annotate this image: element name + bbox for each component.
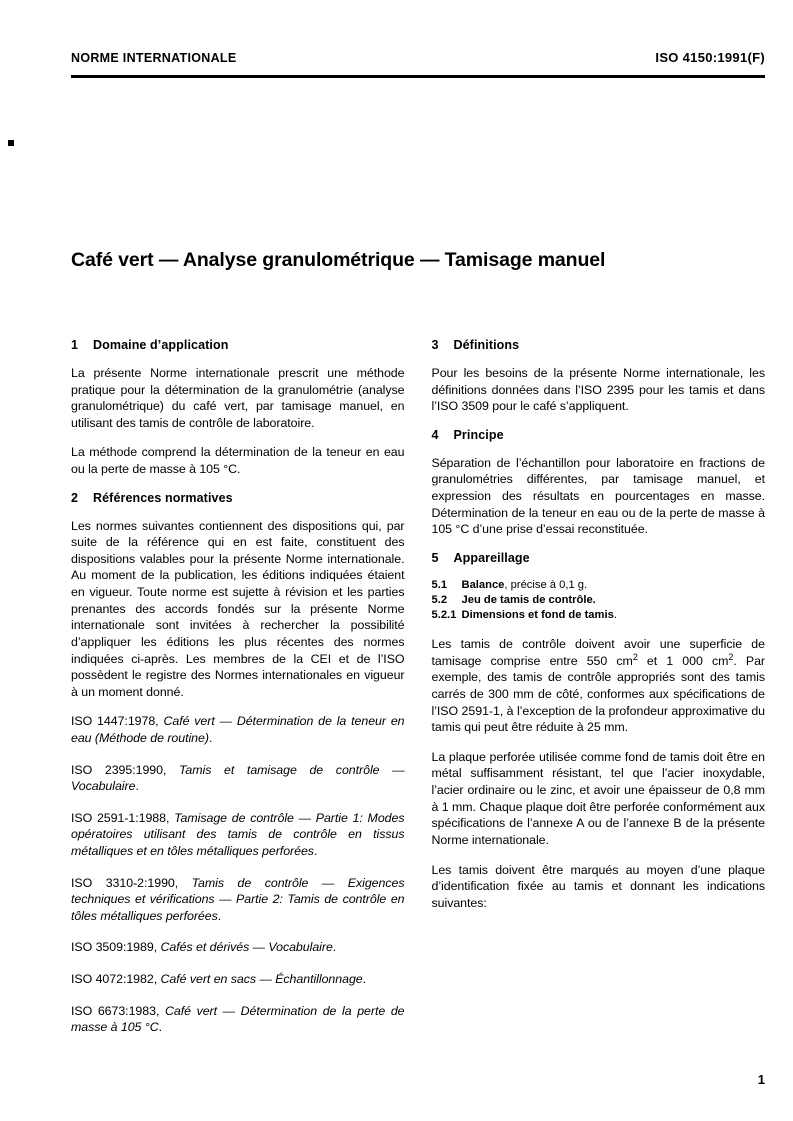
reference-end: . [208,730,213,745]
subsection-5-2-1-detail: . [613,609,617,622]
section-1-paragraph-2: La méthode comprend la détermination de la teneur en eau ou la perte de masse à 105 °C. [71,445,405,477]
header-standard-type: NORME INTERNATIONALE [71,51,237,65]
page-number: 1 [757,1072,765,1087]
reference-title: Tamis et tamisage de contrôle — Vocabulaire [71,762,405,794]
section-1-paragraph-1: La présente Norme internationale prescrit une méthode pratique pour la détermination de la granulométrie (analyse granulométrique) du café vert, par tamisage manuel, en utilisant des tamis de contrôle de laboratoire. [71,366,405,430]
page-header [71,50,765,65]
subsection-5-1-detail: , précise à 0,1 g. [504,578,588,591]
reference-id: ISO 3509:1989, [71,940,161,955]
section-5-2-1-paragraph-3: Les tamis doivent être marqués au moyen d’une plaque d’identification fixée au tamis et donnant les indications suivantes: [431,862,765,910]
subsection-title-5-2-1: Dimensions et fond de tamis [461,609,614,622]
header-standard-number: ISO 4150:1991(F) [655,50,765,65]
section-heading-5 [432,551,766,566]
reference-title: Tamis de contrôle — Exigences techniques et vérifications — Partie 2: Tamis de contrôle en tôles métalliques perforées [71,875,405,923]
reference-title: Cafés et dérivés — Vocabulaire [160,940,333,955]
section-number-4: 4 [431,427,439,442]
section-number-2: 2 [71,490,79,505]
reference-end: . [158,1020,162,1035]
reference-id: ISO 3310-2:1990, [71,875,192,890]
paragraph-part-b: et 1 000 cm [637,653,729,668]
section-heading-1 [71,338,405,353]
paragraph-part-c: . Par exemple, des tamis de contrôle appropriés sont des tamis carrés de 300 mm de côté, conformes aux spécifications de l’ISO 2591-1, à l’exception de la profondeur approximative du tamis qui peut être réduite à 25 mm. [431,653,765,735]
body-columns [71,338,765,1051]
subsection-title-5-1: Balance [461,578,505,591]
left-column [71,338,405,1051]
section-5-2-1-paragraph-1 [432,636,766,736]
section-3-paragraph-1: Pour les besoins de la présente Norme internationale, les définitions données dans l’ISO 2395 pour les tamis et dans l’ISO 3509 pour le café s’appliquent. [431,366,765,414]
section-heading-3 [432,338,766,353]
subsection-number-5-2-1: 5.2.1 [431,609,457,622]
reference-end: . [313,844,318,859]
section-heading-4 [432,428,766,443]
section-number-3: 3 [431,338,439,352]
normative-reference [71,875,405,925]
section-number-1: 1 [71,338,79,352]
header-divider [71,75,765,78]
subsection-heading-5-2-1 [432,608,766,623]
normative-reference [71,971,405,988]
paragraph-part-a: Les tamis de contrôle doivent avoir une superficie de tamisage comprise entre 550 cm [431,637,765,668]
subsection-number-5-1: 5.1 [431,578,448,591]
reference-title: Tamisage de contrôle — Partie 1: Modes opératoires utilisant des tamis de contrôle en tissus métalliques et en tôles métalliques perforées [71,810,405,859]
right-column [432,338,766,1051]
section-title-5: Appareillage [453,550,530,565]
subsection-number-5-2: 5.2 [431,593,448,606]
normative-reference [71,1003,405,1036]
reference-end: . [135,779,139,794]
reference-id: ISO 2395:1990, [71,762,180,777]
reference-title: Café vert — Détermination de la perte de masse à 105 °C [71,1003,405,1035]
reference-title: Café vert — Détermination de la teneur en eau (Méthode de routine) [71,714,405,745]
reference-end: . [217,908,222,923]
superscript-square-1: 2 [632,651,638,662]
reference-id: ISO 6673:1983, [71,1003,165,1018]
subsection-heading-5-1 [432,578,766,593]
section-title-4: Principe [453,427,504,442]
section-title-2: Références normatives [93,490,233,505]
reference-id: ISO 1447:1978, [71,714,164,729]
margin-mark [8,140,14,146]
section-title-3: Définitions [453,338,520,352]
document-title: Café vert — Analyse granulométrique — Tamisage manuel [71,249,606,272]
reference-end: . [362,972,367,987]
section-number-5: 5 [431,550,439,565]
reference-end: . [332,940,337,955]
subsection-heading-5-2 [432,593,766,608]
section-4-paragraph-1: Séparation de l’échantillon pour laboratoire en fractions de granulométries différentes, par tamisage manuel, et expression des résultats en pourcentages en masse. Détermination de la teneur en eau ou de la perte de masse à 105 °C d’une prise d’essai reconstituée. [431,455,765,537]
section-title-1: Domaine d’application [93,338,229,352]
normative-reference [71,762,405,795]
normative-reference [71,810,405,860]
superscript-square-2: 2 [728,651,734,662]
section-heading-2 [71,491,405,506]
reference-id: ISO 2591-1:1988, [71,810,175,825]
subsection-title-5-2: Jeu de tamis de contrôle. [461,593,596,606]
normative-reference [71,939,405,956]
reference-id: ISO 4072:1982, [71,972,161,987]
section-5-2-1-paragraph-2: La plaque perforée utilisée comme fond de tamis doit être en métal suffisamment résistant, tel que l’acier inoxydable, l’acier ordinaire ou le zinc, et avoir une épaisseur de 0,8 mm à 1 mm. Chaque plaque doit être perforée conformément aux spécifications de l’annexe A ou de l’annexe B de la présente Norme internationale. [431,749,765,847]
normative-reference [71,713,405,746]
reference-title: Café vert en sacs — Échantillonnage [160,972,363,987]
section-2-paragraph-1: Les normes suivantes contiennent des dispositions qui, par suite de la référence qui en est faite, constituent des dispositions valables pour la présente Norme internationale. Au moment de la publication, les éditions indiquées étaient en vigueur. Toute norme est sujette à révision et les parties prenantes des accords fondés sur la présente Norme internationale sont invitées à rechercher la possibilité d’appliquer les éditions les plus récentes des normes indiquées ci-après. Les membres de la CEI et de l’ISO possèdent le registre des Normes internationales en vigueur à un moment donné. [71,518,405,699]
